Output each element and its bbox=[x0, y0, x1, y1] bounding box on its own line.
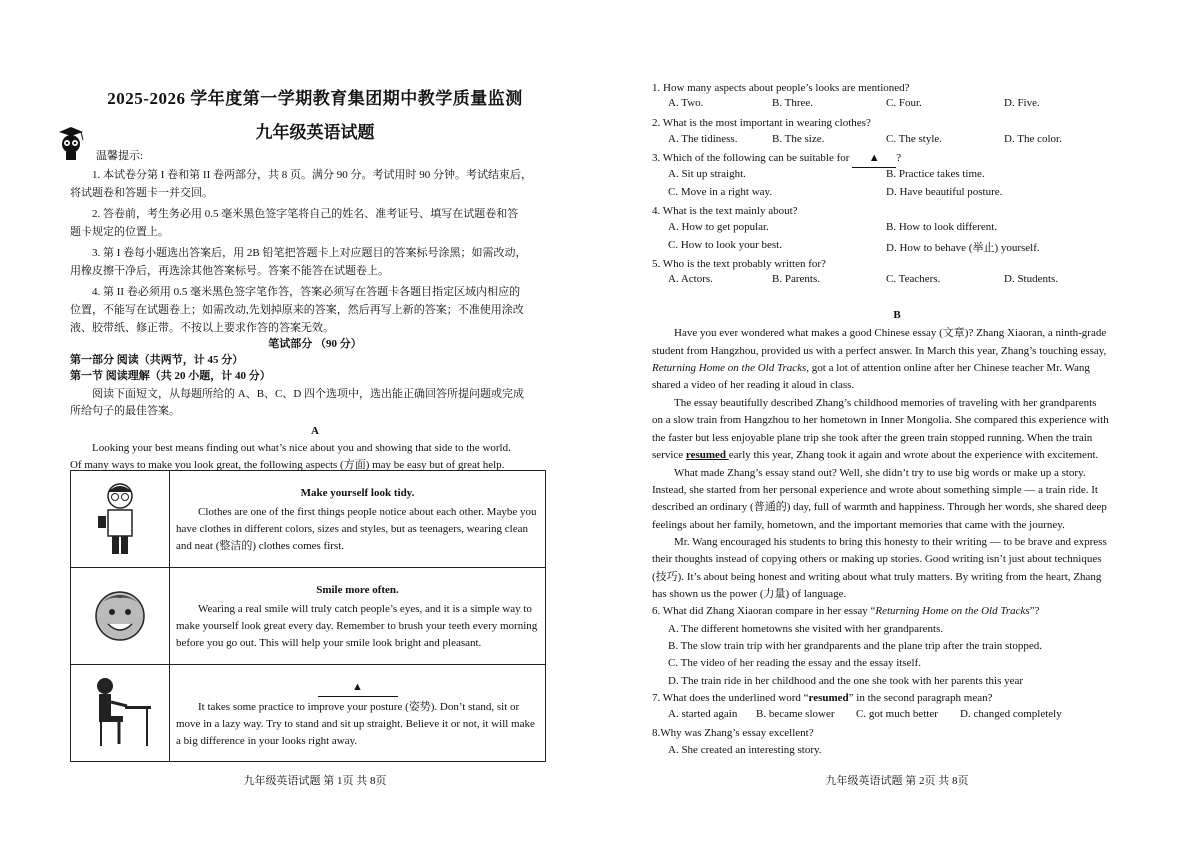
section-written: 笔试部分 （90 分） bbox=[268, 338, 362, 350]
posture-girl-illustration bbox=[71, 665, 170, 762]
aspect-tidy bbox=[170, 471, 546, 568]
aspect-title: Make yourself look tidy. bbox=[300, 487, 415, 499]
table-row bbox=[71, 471, 546, 568]
aspects-table bbox=[70, 470, 546, 762]
passage-line: (技巧). It’s about being honest and writing about what truly matters. By writing from the heart, Zhang bbox=[652, 571, 1102, 583]
stem-keyword: resumed bbox=[808, 692, 849, 704]
section-heading: 第一节 阅读理解（共 20 小题，计 40 分） bbox=[70, 370, 271, 382]
essay-title: Returning Home on the Old Tracks bbox=[875, 605, 1030, 617]
notice-line: 液、胶带纸、修正带。不按以上要求作答的答案无效。 bbox=[70, 322, 334, 334]
option: D. Have beautiful posture. bbox=[886, 186, 1003, 198]
passage-label: A bbox=[311, 425, 319, 437]
page-footer: 九年级英语试题 第 2页 共 8页 bbox=[825, 775, 969, 787]
passage-line: shared a video of her reading it aloud in class. bbox=[652, 379, 855, 391]
option: B. Three. bbox=[772, 97, 814, 109]
intro-line: Looking your best means finding out what’s nice about you and showing that side to the world. bbox=[92, 442, 511, 454]
passage-line: feelings about her family, hometown, and the important memories that came with the journey. bbox=[652, 519, 1065, 531]
question-stem bbox=[652, 690, 1142, 707]
option: C. Teachers. bbox=[886, 273, 941, 285]
option: B. How to look different. bbox=[886, 221, 998, 233]
passage-text: , got a lot of attention online after her Chinese teacher Mr. Wang bbox=[806, 362, 1090, 374]
essay-title: Returning Home on the Old Tracks bbox=[652, 362, 807, 374]
table-row bbox=[71, 665, 546, 762]
tidy-boy-illustration bbox=[71, 471, 170, 568]
aspect-title-blank bbox=[176, 679, 539, 697]
notice-line: 2. 答卷前，考生务必用 0.5 毫米黑色签字笔将自己的姓名、准考证号、填写在试题卷和答 bbox=[92, 208, 519, 220]
stem-text: ”? bbox=[1029, 605, 1040, 617]
option: C. got much better bbox=[856, 708, 938, 720]
passage-line: What made Zhang’s essay stand out? Well, she didn’t try to use big words or make up a story. bbox=[674, 467, 1086, 479]
passage-line bbox=[652, 360, 1142, 377]
passage-line: has shown us the power (力量) of language. bbox=[652, 588, 847, 600]
exam-subtitle: 九年级英语试题 bbox=[255, 123, 375, 142]
option: A. How to get popular. bbox=[668, 221, 769, 233]
passage-line: their thoughts instead of copying others or making up stories. Good writing isn’t just about techniques bbox=[652, 553, 1102, 565]
part-heading: 第一部分 阅读（共两节，计 45 分） bbox=[70, 354, 244, 366]
mascot-icon bbox=[56, 126, 86, 162]
option: A. Two. bbox=[668, 97, 704, 109]
option: B. Practice takes time. bbox=[886, 168, 985, 180]
passage-line: the faster but less enjoyable plane trip she took after the green train stopped running. When the train bbox=[652, 432, 1093, 444]
option: B. The slow train trip with her grandparents and the plane trip after the train stopped. bbox=[668, 640, 1042, 652]
passage-text: service bbox=[652, 449, 686, 461]
instruction-line: 阅读下面短文，从每题所给的 A、B、C、D 四个选项中，选出能正确回答所提问题或完成 bbox=[92, 388, 525, 400]
passage-line: on a slow train from Hangzhou to her hometown in Inner Mongolia. She compared this experience with bbox=[652, 414, 1109, 426]
option: A. Sit up straight. bbox=[668, 168, 746, 180]
instruction-line: 所给句子的最佳答案。 bbox=[70, 405, 180, 417]
underlined-word: resumed bbox=[685, 449, 729, 461]
right-page bbox=[652, 0, 1142, 849]
option: A. The different hometowns she visited with her grandparents. bbox=[668, 623, 944, 635]
smiling-face-icon bbox=[88, 580, 152, 650]
passage-line bbox=[652, 447, 1142, 464]
option: D. Students. bbox=[1004, 273, 1059, 285]
passage-line: student from Hangzhou, provided us with a perfect answer. In March this year, Zhang’s touching essay, bbox=[652, 345, 1107, 357]
boy-with-glasses-icon bbox=[90, 478, 150, 558]
aspect-text: It takes some practice to improve your posture (姿势). Don’t stand, sit or move in a lazy way. Try to stand and sit up straight. Believe it or not, it will make a big difference in your looks right away. bbox=[176, 701, 535, 747]
notice-line: 题卡规定的位置上。 bbox=[70, 226, 169, 238]
notice-line: 4. 第 II 卷必须用 0.5 毫米黑色签字笔作答，答案必须写在答题卡各题目指定区域内相应的 bbox=[92, 286, 521, 298]
question-stem: 5. Who is the text probably written for? bbox=[652, 258, 826, 270]
stem-text: ? bbox=[896, 152, 902, 164]
stem-text: 7. What does the underlined word “ bbox=[652, 692, 809, 704]
stem-text: ” in the second paragraph mean? bbox=[848, 692, 993, 704]
option: D. How to behave (举止) yourself. bbox=[886, 242, 1040, 254]
option: A. Actors. bbox=[668, 273, 713, 285]
notice-line: 1. 本试卷分第 I 卷和第 II 卷两部分，共 8 页。满分 90 分。考试用时 90 分钟。考试结束后， bbox=[92, 169, 532, 181]
notice-line: 用橡皮擦干净后，再选涂其他答案标号。答案不能答在试题卷上。 bbox=[70, 265, 389, 277]
aspect-text: Wearing a real smile will truly catch people’s eyes, and it is a simple way to make yourself look great every day. Remember to brush your teeth every morning before you go out. This will help your smile look bright and pleasant. bbox=[176, 603, 538, 649]
passage-line: Have you ever wondered what makes a good Chinese essay (文章)? Zhang Xiaoran, a ninth-grade bbox=[674, 327, 1107, 339]
option: C. How to look your best. bbox=[668, 239, 782, 251]
question-stem bbox=[652, 603, 1142, 620]
smile-boy-illustration bbox=[71, 568, 170, 665]
aspect-text: Clothes are one of the first things people notice about each other. Maybe you have clothes in different colors, sizes and styles, but as teenagers, wearing clean and neat (整洁的) clothes comes first. bbox=[176, 506, 537, 552]
option: B. became slower bbox=[756, 708, 835, 720]
stem-text: 3. Which of the following can be suitable for bbox=[652, 152, 853, 164]
question-stem: 1. How many aspects about people’s looks are mentioned? bbox=[652, 82, 910, 94]
table-row bbox=[71, 568, 546, 665]
left-page bbox=[70, 0, 560, 849]
question-stem: 4. What is the text mainly about? bbox=[652, 205, 798, 217]
aspect-title: Smile more often. bbox=[316, 584, 399, 596]
option: A. started again bbox=[668, 708, 738, 720]
option: A. She created an interesting story. bbox=[668, 744, 822, 756]
notice-line: 3. 第 I 卷每小题选出答案后，用 2B 铅笔把答题卡上对应题目的答案标号涂黑；如需改动， bbox=[92, 247, 527, 259]
option: C. Move in a right way. bbox=[668, 186, 773, 198]
question-stem: 2. What is the most important in wearing clothes? bbox=[652, 117, 871, 129]
girl-at-desk-icon bbox=[85, 672, 155, 752]
passage-label: B bbox=[893, 309, 901, 321]
intro-line: Of many ways to make you look great, the following aspects (方面) may be easy but of great help. bbox=[70, 459, 505, 471]
aspect-posture bbox=[170, 665, 546, 762]
option: B. The size. bbox=[772, 133, 825, 145]
option: C. The style. bbox=[886, 133, 943, 145]
question-stem bbox=[652, 150, 1142, 168]
option: D. The color. bbox=[1004, 133, 1062, 145]
option: B. Parents. bbox=[772, 273, 820, 285]
passage-line: The essay beautifully described Zhang’s childhood memories of traveling with her grandparents bbox=[674, 397, 1097, 409]
notice-line: 位置，不能写在试题卷上；如需改动,先划掉原来的答案，然后再写上新的答案；不准使用涂改 bbox=[70, 304, 524, 316]
notice-label: 温馨提示: bbox=[96, 150, 144, 162]
passage-line: Instead, she started from her personal experience and wrote about something simple — a train ride. It bbox=[652, 484, 1098, 496]
passage-text: early this year, Zhang took it again and wrote about the experience with excitement. bbox=[728, 449, 1099, 461]
stem-text: 6. What did Zhang Xiaoran compare in her essay “ bbox=[652, 605, 876, 617]
option: D. The train ride in her childhood and the one she took with her parents this year bbox=[668, 675, 1024, 687]
question-stem: 8.Why was Zhang’s essay excellent? bbox=[652, 727, 814, 739]
option: C. Four. bbox=[886, 97, 922, 109]
exam-title: 2025-2026 学年度第一学期教育集团期中教学质量监测 bbox=[107, 89, 523, 108]
option: A. The tidiness. bbox=[668, 133, 738, 145]
aspect-smile bbox=[170, 568, 546, 665]
page-footer: 九年级英语试题 第 1页 共 8页 bbox=[243, 775, 387, 787]
notice-line: 将试题卷和答题卡一并交回。 bbox=[70, 187, 213, 199]
option: D. Five. bbox=[1004, 97, 1040, 109]
passage-line: Mr. Wang encouraged his students to bring this honesty to their writing — to be brave and express bbox=[674, 536, 1107, 548]
option: D. changed completely bbox=[960, 708, 1062, 720]
passage-line: described an ordinary (普通的) day, full of warmth and happiness. Through her words, she shared deep bbox=[652, 501, 1107, 513]
blank-marker: ▲ bbox=[852, 150, 896, 168]
blank-marker: ▲ bbox=[318, 679, 398, 697]
option: C. The video of her reading the essay and the essay itself. bbox=[668, 657, 922, 669]
